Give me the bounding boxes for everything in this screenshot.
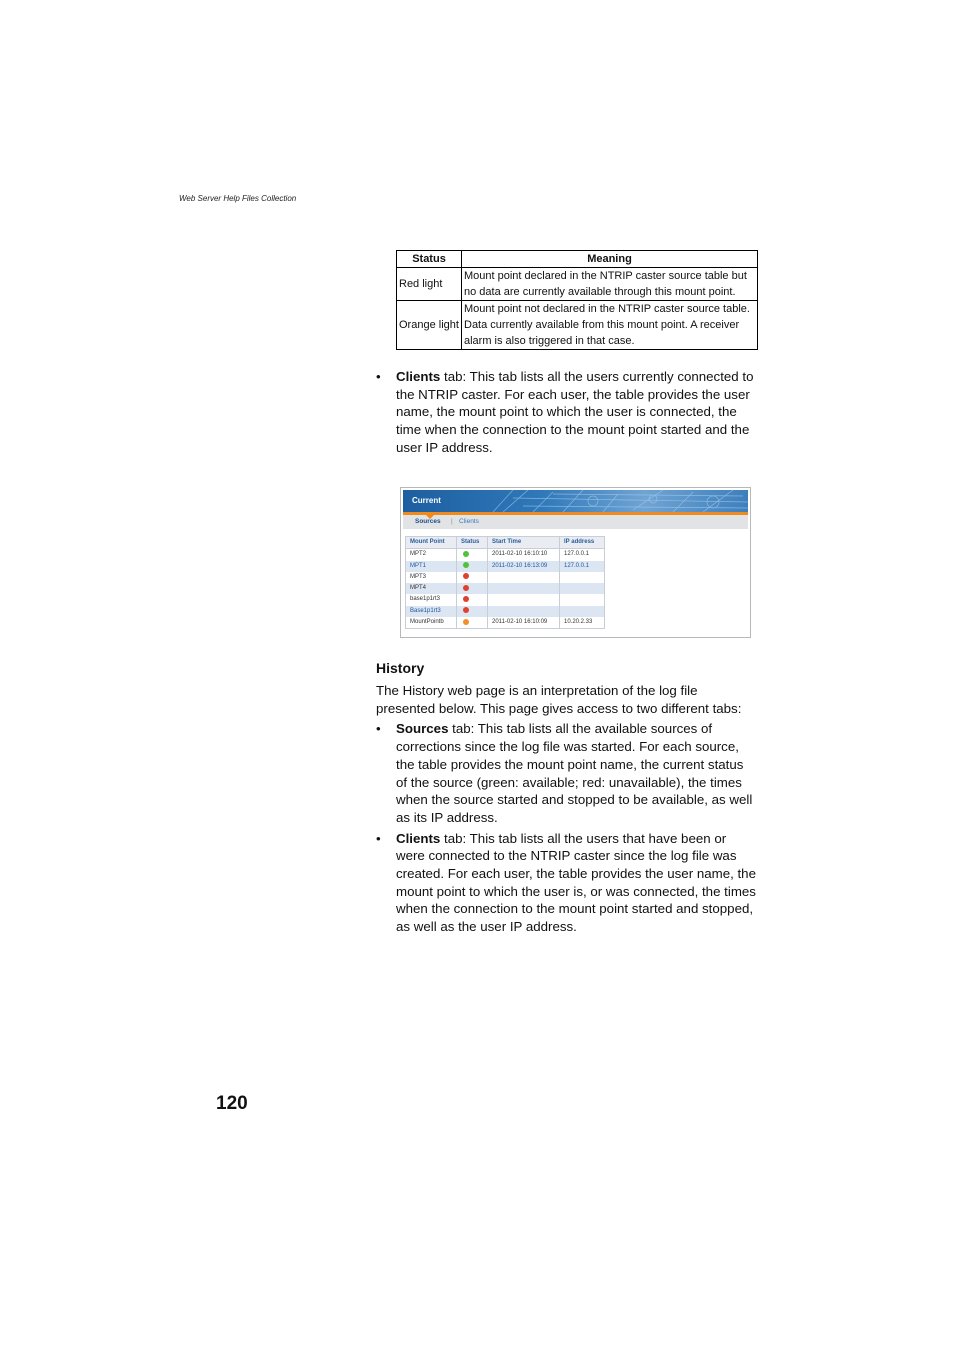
status-cell (457, 561, 488, 572)
red-light-icon (463, 585, 469, 591)
list-item (376, 720, 758, 826)
active-tab-indicator (426, 515, 434, 519)
ip-address-cell (560, 583, 605, 594)
red-light-icon (463, 573, 469, 579)
status-cell (457, 549, 488, 561)
status-cell (457, 583, 488, 594)
red-light-icon (463, 596, 469, 602)
sources-table (405, 536, 605, 629)
bullet-dot: • (376, 721, 381, 737)
history-section (376, 682, 758, 939)
list-item (376, 368, 758, 457)
table-row[interactable] (406, 572, 605, 583)
mount-point-cell: MPT4 (406, 583, 457, 594)
start-time-header[interactable]: Start Time (488, 537, 560, 549)
table-row (397, 301, 758, 350)
status-meaning-table (396, 250, 758, 350)
page-number: 120 (216, 1093, 248, 1114)
mount-point-cell: MountPointb (406, 617, 457, 629)
map-pattern (403, 490, 748, 512)
ip-address-cell (560, 606, 605, 617)
mount-point-cell: MPT1 (406, 561, 457, 572)
ip-address-header[interactable]: IP address (560, 537, 605, 549)
ip-address-cell (560, 594, 605, 605)
status-cell: Red light (397, 268, 462, 301)
start-time-cell: 2011-02-10 16:10:09 (488, 617, 560, 629)
bullet-text: tab: This tab lists all the users currently connected to the NTRIP caster. For each user, the table provides the user name, the mount point to which the user is connected, the time when the connection to the mount point started and the user IP address. (396, 369, 754, 455)
ip-address-cell: 10.20.2.33 (560, 617, 605, 629)
status-header[interactable]: Status (457, 537, 488, 549)
status-cell (457, 594, 488, 605)
start-time-cell (488, 594, 560, 605)
table-row[interactable] (406, 549, 605, 561)
current-clients-screenshot (400, 487, 751, 638)
bullet-label: Sources (396, 721, 449, 737)
green-light-icon (463, 551, 469, 557)
list-item (376, 830, 758, 936)
table-row[interactable] (406, 594, 605, 605)
ip-address-cell (560, 572, 605, 583)
history-intro: The History web page is an interpretation of the log file presented below. This page gives access to two different tabs: (376, 683, 742, 716)
clients-current-section (376, 368, 758, 460)
bullet-text: tab: This tab lists all the users that have been or were connected to the NTRIP caster since the log file was created. For each user, the table provides the user name, the mount point to which the user is, or was connected, the times when the connection to the mount point started and stopped, as well as the user IP address. (396, 830, 756, 935)
screenshot-header (403, 490, 748, 512)
meaning-cell: Mount point not declared in the NTRIP caster source table. Data currently available from this mount point. A receiver alarm is also triggered in that case. (462, 301, 758, 350)
bullet-label: Clients (396, 369, 441, 384)
tab-separator: | (451, 518, 453, 525)
orange-light-icon (463, 619, 469, 625)
start-time-cell (488, 572, 560, 583)
table-row (397, 268, 758, 301)
bullet-dot: • (376, 369, 381, 384)
start-time-cell (488, 606, 560, 617)
tab-clients[interactable]: Clients (459, 518, 479, 525)
start-time-cell (488, 583, 560, 594)
ip-address-cell: 127.0.0.1 (560, 561, 605, 572)
history-heading: History (376, 660, 425, 676)
table-row[interactable] (406, 583, 605, 594)
mount-point-cell: MPT3 (406, 572, 457, 583)
bullet-dot: • (376, 830, 381, 846)
table-row[interactable] (406, 561, 605, 572)
status-cell (457, 606, 488, 617)
status-cell: Orange light (397, 301, 462, 350)
ip-address-cell: 127.0.0.1 (560, 549, 605, 561)
mount-point-cell: base1p1rt3 (406, 594, 457, 605)
tab-bar (403, 515, 748, 529)
red-light-icon (463, 607, 469, 613)
bullet-label: Clients (396, 830, 441, 846)
table-row[interactable] (406, 617, 605, 629)
status-cell (457, 572, 488, 583)
screenshot-title: Current (412, 496, 441, 505)
bullet-text: tab: This tab lists all the available sources of corrections since the log file was started. For each source, the table provides the mount point name, the current status of the source (green: available; red: unavailable), the times when the source started and stopped to be available, as well as its IP address. (396, 721, 753, 825)
running-head: Web Server Help Files Collection (179, 194, 297, 203)
meaning-column-header: Meaning (462, 251, 758, 268)
mount-point-header[interactable]: Mount Point (406, 537, 457, 549)
status-column-header: Status (397, 251, 462, 268)
meaning-cell: Mount point declared in the NTRIP caster source table but no data are currently available through this mount point. (462, 268, 758, 301)
start-time-cell: 2011-02-10 16:10:10 (488, 549, 560, 561)
tab-sources[interactable]: Sources (415, 518, 441, 525)
start-time-cell: 2011-02-10 16:13:09 (488, 561, 560, 572)
status-cell (457, 617, 488, 629)
green-light-icon (463, 562, 469, 568)
mount-point-cell: Base1p1rt3 (406, 606, 457, 617)
mount-point-cell: MPT2 (406, 549, 457, 561)
table-row[interactable] (406, 606, 605, 617)
